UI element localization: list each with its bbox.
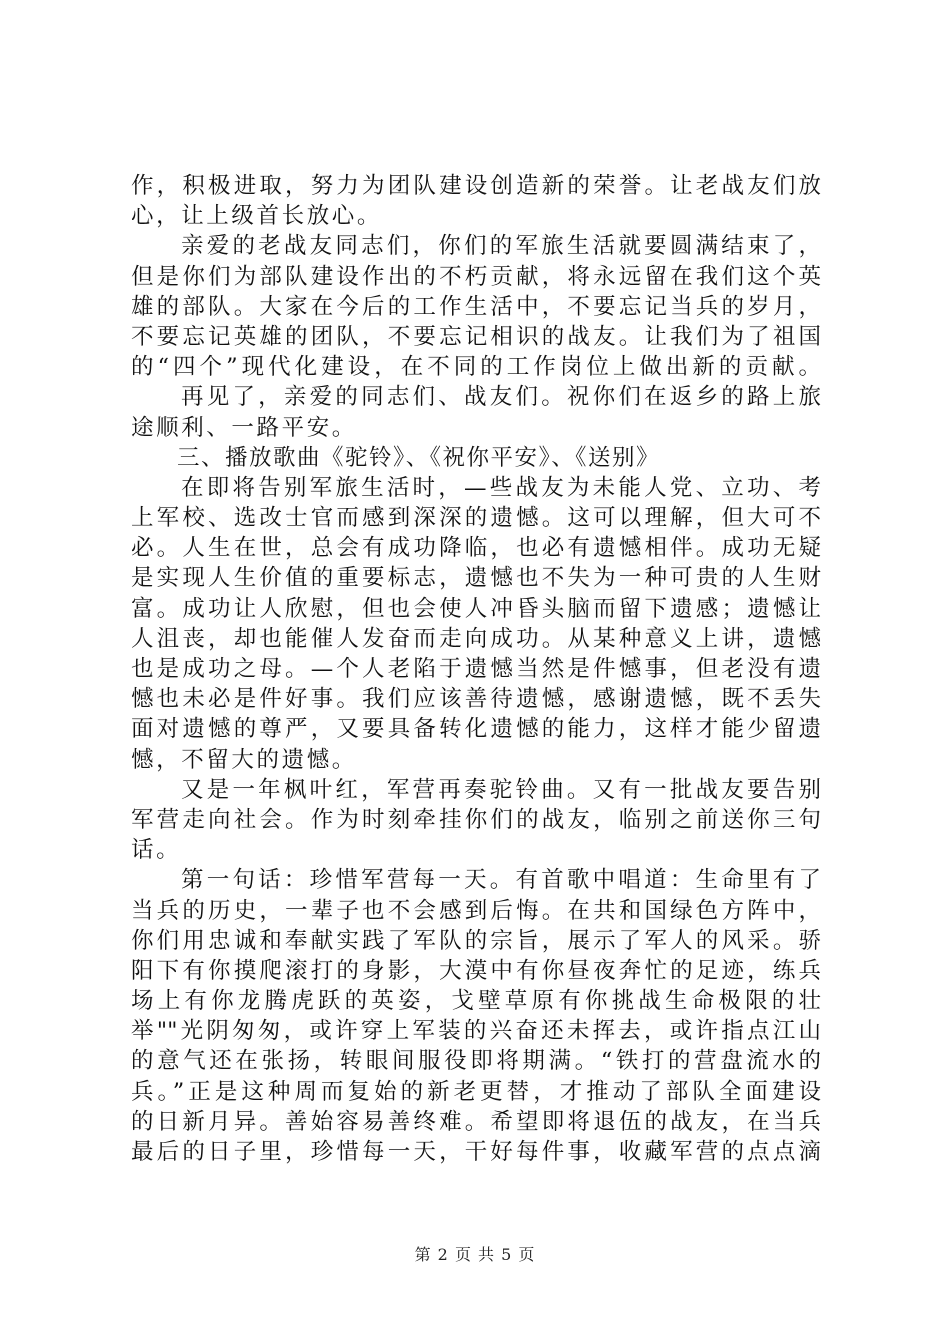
text-line: 憾，不留大的遗憾。 [131,746,357,773]
text-line: 不要忘记英雄的团队，不要忘记相识的战友。让我们为了祖国 [131,323,821,350]
text-line: 途顺利、一路平安。 [131,414,357,441]
text-line: 第一句话：珍惜军营每一天。有首歌中唱道：生命里有了 [181,867,821,894]
text-line: 憾也未必是件好事。我们应该善待遗憾，感谢遗憾，既不丢失 [131,686,821,713]
text-line: 也是成功之母。—个人老陷于遗憾当然是件憾事，但老没有遗 [131,656,821,682]
text-line: 但是你们为部队建设作出的不朽贡献，将永远留在我们这个英 [131,263,821,290]
text-line: 举""光阴匆匆，或许穿上军装的兴奋还未挥去，或许指点江山 [131,1018,821,1045]
text-line: 场上有你龙腾虎跃的英姿，戈壁草原有你挑战生命极限的壮 [131,988,821,1015]
text-line: 兵。”正是这种周而复始的新老更替，才推动了部队全面建设 [131,1078,821,1105]
text-line: 心，让上级首长放心。 [131,203,383,230]
text-line: 的意气还在张扬，转眼间服役即将期满。“铁打的营盘流水的 [131,1048,821,1075]
page-number-label: 第 2 页 共 5 页 [414,1245,536,1264]
text-line: 你们用忠诚和奉献实践了军队的宗旨，展示了军人的风采。骄 [131,927,821,954]
text-line: 阳下有你摸爬滚打的身影，大漠中有你昼夜奔忙的足迹，练兵 [131,957,821,984]
text-line: 军营走向社会。作为时刻牵挂你们的战友，临别之前送你三句 [131,806,821,833]
text-line: 富。成功让人欣慰，但也会使人冲昏头脑而留下遗感；遗憾让 [131,595,821,622]
text-line: 的日新月异。善始容易善终难。希望即将退伍的战友，在当兵 [131,1108,821,1135]
text-line: 再见了，亲爱的同志们、战友们。祝你们在返乡的路上旅 [181,384,821,411]
text-line: 人沮丧，却也能催人发奋而走向成功。从某种意义上讲，遗憾 [131,625,821,652]
text-line: 亲爱的老战友同志们，你们的军旅生活就要圆满结束了， [181,233,821,260]
text-line: 作，积极进取，努力为团队建设创造新的荣誉。让老战友们放 [131,173,821,199]
text-line: 在即将告别军旅生活时，—些战友为未能人党、立功、考 [181,474,821,501]
text-line: 又是一年枫叶红，军营再奏驼铃曲。又有一批战友要告别 [181,776,821,803]
text-line: 三、播放歌曲《驼铃》、《祝你平安》、《送别》 [177,444,661,471]
text-line: 当兵的历史，一辈子也不会感到后悔。在共和国绿色方阵中， [131,897,821,924]
text-line: 上军校、选改士官而感到深深的遗憾。这可以理解，但大可不 [131,505,821,532]
text-line: 话。 [131,837,182,864]
page-footer [0,1245,950,1265]
text-line: 最后的日子里，珍惜每一天，干好每件事，收藏军营的点点滴 [131,1139,821,1165]
text-line: 的“四个”现代化建设，在不同的工作岗位上做出新的贡献。 [131,354,821,381]
text-line: 必。人生在世，总会有成功降临，也必有遗憾相伴。成功无疑 [131,535,821,562]
text-line: 面对遗憾的尊严，又要具备转化遗憾的能力，这样才能少留遗 [131,716,821,743]
text-line: 是实现人生价值的重要标志，遗憾也不失为一种可贵的人生财 [131,565,821,592]
text-line: 雄的部队。大家在今后的工作生活中，不要忘记当兵的岁月， [131,293,821,320]
document-body [131,171,821,1167]
